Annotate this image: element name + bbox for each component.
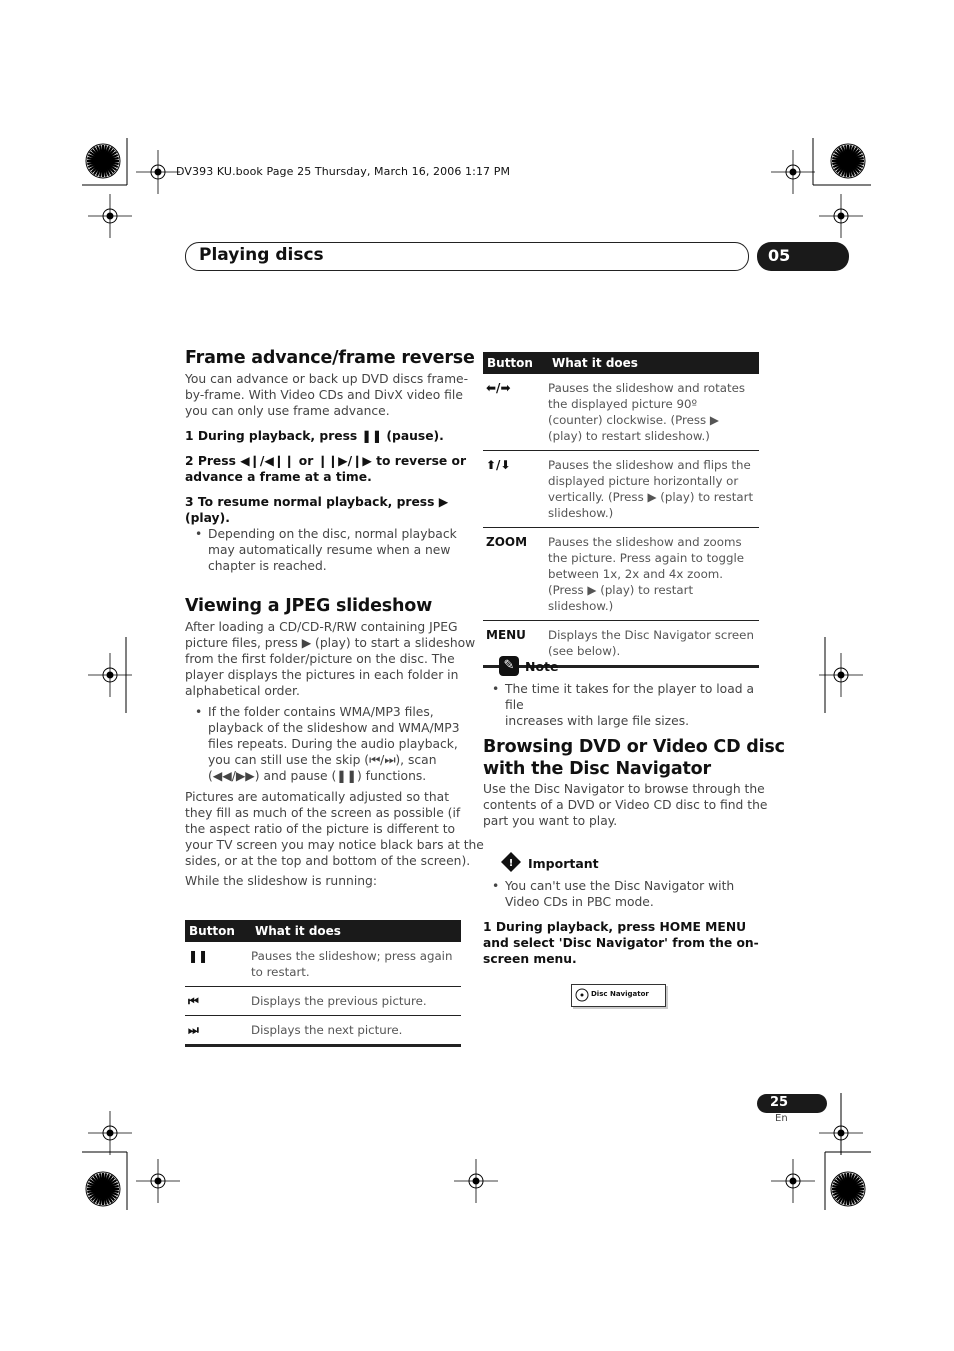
frame-step-2: 2 Press ◀❙/◀❙❙ or ❙❙▶/❙▶ to reverse or advance a frame at a time. bbox=[185, 454, 467, 484]
table-row bbox=[483, 451, 759, 528]
rotate-key: ⬅/➡ bbox=[483, 374, 548, 451]
important-label: Important bbox=[528, 856, 599, 871]
adjust-paragraph: Pictures are automatically adjusted so that they fill as much of the screen as possible (if the aspect ratio of the picture is different to your TV screen you may notice black bars at the sides, or at the top and bottom of the screen). bbox=[185, 790, 484, 868]
next-desc: Displays the next picture. bbox=[251, 1016, 461, 1046]
slideshow-buttons-table-continued bbox=[483, 352, 759, 668]
book-header: DV393 KU.book Page 25 Thursday, March 16, 2006 1:17 PM bbox=[176, 165, 511, 178]
rotate-desc: Pauses the slideshow and rotates the displayed picture 90º (counter) clockwise. (Press ▶ (play) to restart slideshow.) bbox=[548, 374, 759, 451]
frame-advance-heading: Frame advance/frame reverse bbox=[185, 348, 475, 368]
table-row bbox=[185, 987, 461, 1016]
bullet-dot: • bbox=[195, 527, 203, 541]
note-label: Note bbox=[525, 659, 559, 674]
previous-desc: Displays the previous picture. bbox=[251, 987, 461, 1016]
chapter-number-badge: 05 bbox=[757, 242, 849, 271]
while-running-text: While the slideshow is running: bbox=[185, 874, 377, 888]
column-header-what-it-does: What it does bbox=[548, 352, 759, 374]
language-code: En bbox=[775, 1113, 788, 1124]
frame-intro: You can advance or back up DVD discs frame- by-frame. With Video CDs and DivX video file you can only use frame advance. bbox=[185, 372, 469, 418]
slideshow-buttons-table bbox=[185, 920, 461, 1047]
table-header-row bbox=[185, 920, 461, 942]
flip-key: ⬆/⬇ bbox=[483, 451, 548, 528]
column-header-button: Button bbox=[483, 352, 548, 374]
important-warning-icon bbox=[500, 851, 522, 873]
flip-desc: Pauses the slideshow and flips the displayed picture horizontally or vertically. (Press ▶ (play) to restart slideshow.) bbox=[548, 451, 759, 528]
jpeg-intro: After loading a CD/CD-R/RW containing JPEG picture files, press ▶ (play) to start a slideshow from the first folder/picture on the disc. The player displays the pictures in each folder in alphabetical order. bbox=[185, 620, 476, 698]
bullet-dot: • bbox=[492, 682, 500, 696]
pause-desc: Pauses the slideshow; press again to restart. bbox=[251, 942, 461, 987]
browse-heading: Browsing DVD or Video CD disc with the Disc Navigator bbox=[483, 737, 785, 779]
disc-navigator-menu-item bbox=[571, 984, 666, 1007]
browse-step-1: 1 During playback, press HOME MENU and select 'Disc Navigator' from the on- screen menu. bbox=[483, 920, 759, 966]
menu-key: MENU bbox=[483, 621, 548, 667]
previous-key: ⏮ bbox=[185, 987, 251, 1016]
zoom-desc: Pauses the slideshow and zooms the picture. Press again to toggle between 1x, 2x and 4x zoom. (Press ▶ (play) to restart slideshow.) bbox=[548, 528, 759, 621]
svg-text:!: ! bbox=[508, 858, 514, 869]
section-title: Playing discs bbox=[199, 245, 324, 265]
disc-icon bbox=[575, 988, 589, 1002]
page-number-badge: 25 bbox=[757, 1094, 827, 1113]
next-key: ⏭ bbox=[185, 1016, 251, 1046]
browse-intro: Use the Disc Navigator to browse through the contents of a DVD or Video CD disc to find the part you want to play. bbox=[483, 782, 768, 828]
table-header-row bbox=[483, 352, 759, 374]
table-row bbox=[483, 528, 759, 621]
bullet-dot: • bbox=[492, 879, 500, 893]
pause-key: ❚❚ bbox=[185, 942, 251, 987]
table-row bbox=[185, 942, 461, 987]
frame-step-3: 3 To resume normal playback, press ▶ (play). bbox=[185, 495, 449, 525]
bullet-dot: • bbox=[195, 705, 203, 719]
zoom-key: ZOOM bbox=[483, 528, 548, 621]
note-pencil-icon: ✎ bbox=[499, 656, 519, 676]
frame-step-1: 1 During playback, press ❚❚ (pause). bbox=[185, 429, 444, 443]
column-header-what-it-does: What it does bbox=[251, 920, 461, 942]
table-row bbox=[185, 1016, 461, 1046]
column-header-button: Button bbox=[185, 920, 251, 942]
disc-navigator-label: Disc Navigator bbox=[591, 990, 649, 998]
table-row bbox=[483, 374, 759, 451]
jpeg-slideshow-heading: Viewing a JPEG slideshow bbox=[185, 596, 433, 616]
menu-desc: Displays the Disc Navigator screen (see below). bbox=[548, 621, 759, 667]
